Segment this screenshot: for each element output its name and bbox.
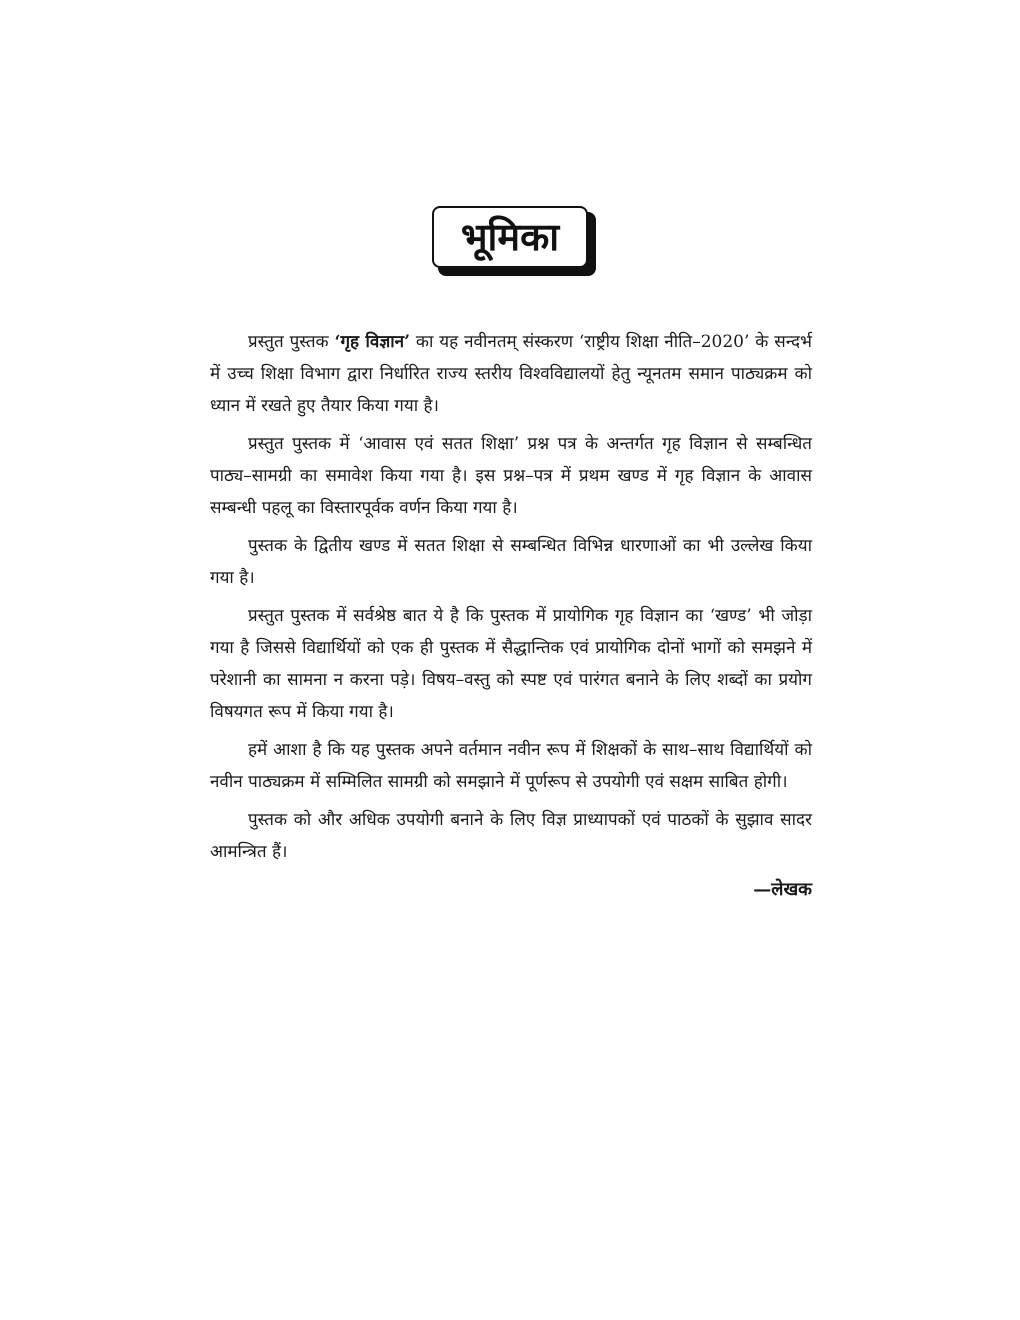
- paragraph-2: प्रस्तुत पुस्तक में ‘आवास एवं सतत शिक्षा’ प्रश्न पत्र के अन्तर्गत गृह विज्ञान से सम्बन्धित पाठ्य–सामग्री का समावेश किया गया है। इस प्रश्न–पत्र में प्रथम खण्ड में गृह विज्ञान के आवास सम्बन्धी पहलू का विस्तारपूर्वक वर्णन किया गया है।: [210, 434, 812, 518]
- paragraph-4: प्रस्तुत पुस्तक में सर्वश्रेष्ठ बात ये है कि पुस्तक में प्रायोगिक गृह विज्ञान का ‘खण्ड’ भी जोड़ा गया है जिससे विद्यार्थियों को एक ही पुस्तक में सैद्धान्तिक एवं प्रायोगिक दोनों भागों को समझने में परेशानी का सामना न करना पड़े। विषय–वस्तु को स्पष्ट एवं पारंगत बनाने के लिए शब्दों का प्रयोग विषयगत रूप में किया गया है।: [210, 606, 812, 722]
- heading-box: [432, 206, 596, 276]
- heading-frame: [432, 206, 588, 268]
- preface-body: [210, 326, 812, 906]
- paragraph-3: पुस्तक के द्वितीय खण्ड में सतत शिक्षा से सम्बन्धित विभिन्न धारणाओं का भी उल्लेख किया गया है।: [210, 536, 812, 588]
- paragraph-1-rest: का यह नवीनतम् संस्करण ‘राष्ट्रीय शिक्षा नीति–2020’ के सन्दर्भ में उच्च शिक्षा विभाग द्वारा निर्धारित राज्य स्तरीय विश्वविद्यालयों हेतु न्यूनतम समान पाठ्यक्रम को ध्यान में रखते हुए तैयार किया गया है।: [210, 332, 812, 416]
- paragraph-1-start: प्रस्तुत पुस्तक: [248, 332, 335, 352]
- paragraph-6: पुस्तक को और अधिक उपयोगी बनाने के लिए विज्ञ प्राध्यापकों एवं पाठकों के सुझाव सादर आमन्त्रित हैं।: [210, 810, 812, 862]
- paragraph-5: हमें आशा है कि यह पुस्तक अपने वर्तमान नवीन रूप में शिक्षकों के साथ–साथ विद्यार्थियों को नवीन पाठ्यक्रम में सम्मिलित सामग्री को समझाने में पूर्णरूप से उपयोगी एवं सक्षम साबित होगी।: [210, 740, 812, 792]
- author-signature: —लेखक: [753, 879, 812, 900]
- page-title: भूमिका: [460, 215, 560, 259]
- book-title-bold: ‘गृह विज्ञान’: [334, 332, 410, 352]
- paragraph-1: [210, 326, 812, 422]
